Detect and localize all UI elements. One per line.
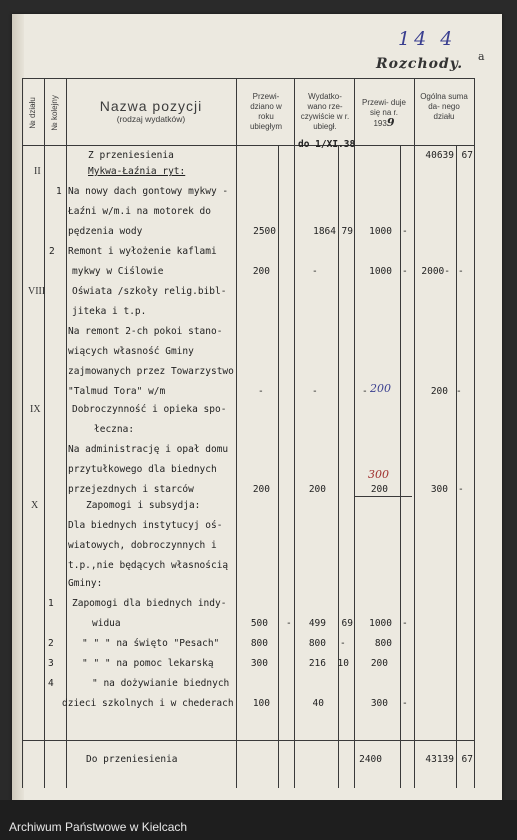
przewiduje-value: 1000 <box>369 226 392 237</box>
wydatkowano-value: 216 <box>308 658 326 669</box>
row-text: Na remont 2-ch pokoi stano- <box>68 326 223 337</box>
wydatkowano-value: 499 <box>308 618 326 629</box>
row-text: Mykwa-Łaźnia ryt: <box>88 166 186 177</box>
ogolna-value: 2000- <box>421 266 450 277</box>
above-wydatkowano-note: do 1/XI.38 <box>298 139 356 150</box>
wydatkowano-grosze: 10 <box>337 658 349 669</box>
row-text: Gminy: <box>68 578 103 589</box>
wydatkowano-dash: - <box>312 266 318 277</box>
row-text: zajmowanych przez Towarzystwo <box>68 366 234 377</box>
ogolna-grosze: 67 <box>461 150 473 161</box>
row-text: " na dożywianie biednych <box>92 678 230 689</box>
header-przewiduje-text: Przewi- duje się na r. 193 <box>361 98 406 128</box>
row-text: Na administrację i opał domu <box>68 444 229 455</box>
row-text: t.p.,nie będących własnością <box>68 560 229 571</box>
row-text: pędzenia wody <box>68 226 143 237</box>
przewiduje-total: 2400 <box>359 754 382 765</box>
row-text: przytułkowego dla biednych <box>68 464 217 475</box>
wydatkowano-dash: - <box>312 386 318 397</box>
row-text: wiących własność Gminy <box>68 346 194 357</box>
przewiduje-value: 300 <box>370 698 388 709</box>
kolejny-number: 3 <box>48 658 54 669</box>
row-text: Zapomogi dla biednych indy- <box>72 598 227 609</box>
row-text: Remont i wyłożenie kaflami <box>68 246 217 257</box>
row-text: Do przeniesienia <box>86 754 178 765</box>
przewiduje-handwritten-value: 200 <box>370 382 391 395</box>
corner-mark: a <box>478 50 485 63</box>
wydatkowano-value: 40 <box>312 698 324 709</box>
row-text: Dla biednych instytucyj oś- <box>68 520 223 531</box>
wydatkowano-value: 200 <box>308 484 326 495</box>
row-text: łeczna: <box>94 424 135 435</box>
archive-name: Archiwum Państwowe w Kielcach <box>9 820 188 834</box>
ogolna-total-grosze: 67 <box>461 754 473 765</box>
wydatkowano-grosze: 69 <box>341 618 353 629</box>
przewiduje-handwritten-value: 300 <box>368 468 389 481</box>
row-text: "Talmud Tora" w/m <box>68 386 166 397</box>
kolejny-number: 2 <box>48 638 54 649</box>
przewiduje-dash: - <box>402 266 408 277</box>
row-text: przejezdnych i starców <box>68 484 194 495</box>
ogolna-dash: - <box>458 266 464 277</box>
page-title: Rozchody. <box>376 56 464 72</box>
przewidziano-value: 2500 <box>253 226 276 237</box>
header-przewiduje <box>360 98 408 129</box>
przewidziano-value: 100 <box>252 698 270 709</box>
header-nazwa-sub: (rodzaj wydatków) <box>116 114 186 124</box>
row-text: Zapomogi i subsydja: <box>86 500 201 511</box>
row-text: dzieci szkolnych i w chederach <box>62 698 234 709</box>
year-digit-handwritten: 9 <box>386 116 395 129</box>
ogolna-dash: - <box>458 484 464 495</box>
ogolna-dash: - <box>456 386 462 397</box>
row-text: " " " na pomoc lekarską <box>82 658 214 669</box>
przewidziano-value: 200 <box>252 266 270 277</box>
row-text: jiteka i t.p. <box>72 306 147 317</box>
row-text: " " " na święto "Pesach" <box>82 638 220 649</box>
przewiduje-value: 1000 <box>369 266 392 277</box>
kolejny-number: 2 <box>49 246 55 257</box>
wydatkowano-value: 800 <box>308 638 326 649</box>
archive-footer <box>0 800 517 840</box>
ogolna-value: 40639 <box>425 150 454 161</box>
wydatkowano-dash: - <box>340 638 346 649</box>
header-ogolna: Ogólna suma da- nego działu <box>420 92 468 121</box>
kolejny-number: 1 <box>56 186 62 197</box>
przewiduje-dash: - <box>362 386 368 397</box>
dzial-number: IX <box>30 404 41 415</box>
header-nazwa: Nazwa pozycji <box>99 98 203 114</box>
przewiduje-dash: - <box>402 698 408 709</box>
przewiduje-value: 1000 <box>369 618 392 629</box>
dzial-number: II <box>34 166 41 177</box>
wydatkowano-value: 1864 <box>313 226 336 237</box>
przewiduje-dash: - <box>402 226 408 237</box>
kolejny-number: 4 <box>48 678 54 689</box>
row-text: Oświata /szkoły relig.bibl- <box>72 286 227 297</box>
dzial-number: VIII <box>28 286 46 297</box>
header-dzial: № działu <box>28 97 37 129</box>
przewiduje-dash: - <box>402 618 408 629</box>
przewidziano-value: 200 <box>252 484 270 495</box>
row-text: wiatowych, dobroczynnych i <box>68 540 217 551</box>
header-przewidziano: Przewi- dziano w roku ubiegłym <box>249 92 282 131</box>
row-text: Z przeniesienia <box>88 150 174 161</box>
header-wydatkowano: Wydatko- wano rze- czywiście w r. ubiegł. <box>300 92 350 131</box>
header-kolejny: № kolejny <box>50 95 59 131</box>
przewidziano-value: 300 <box>250 658 268 669</box>
row-text: Dobroczynność i opieka spo- <box>72 404 227 415</box>
przewiduje-value: 200 <box>370 658 388 669</box>
dzial-number: X <box>31 500 39 511</box>
przewidziano-value: 500 <box>250 618 268 629</box>
przewiduje-value: 800 <box>374 638 392 649</box>
row-text: widua <box>92 618 121 629</box>
przewiduje-value: 200 <box>370 484 388 495</box>
row-text: Łaźni w/m.i na motorek do <box>68 206 211 217</box>
wydatkowano-grosze: 79 <box>341 226 353 237</box>
przewidziano-dash: - <box>258 386 264 397</box>
kolejny-number: 1 <box>48 598 54 609</box>
row-text: Na nowy dach gontowy mykwy - <box>68 186 229 197</box>
ogolna-total: 43139 <box>425 754 454 765</box>
ogolna-value: 300 <box>430 484 448 495</box>
row-text: mykwy w Ciślowie <box>72 266 164 277</box>
ogolna-value: 200 <box>430 386 448 397</box>
page-number-handwritten: 14 4 <box>398 28 457 50</box>
przewidziano-value: 800 <box>250 638 268 649</box>
przewidziano-dash: - <box>286 618 292 629</box>
